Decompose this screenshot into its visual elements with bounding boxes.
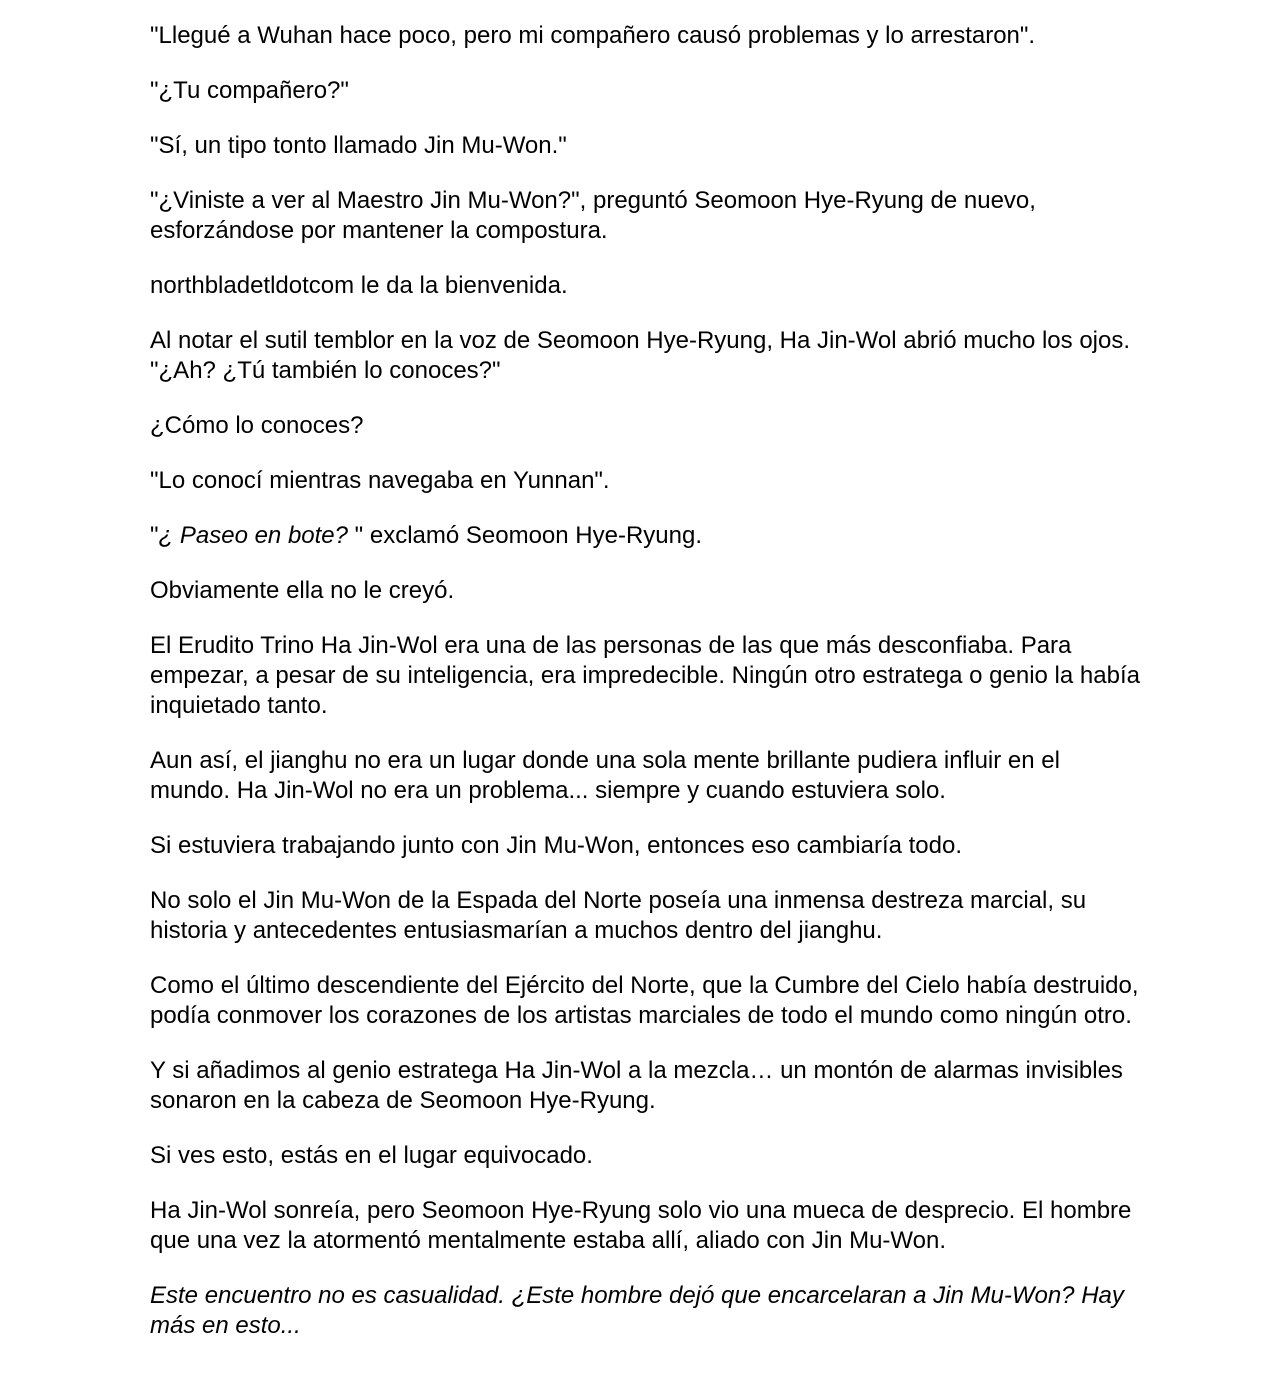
- paragraph-18: Ha Jin-Wol sonreía, pero Seomoon Hye-Ryung solo vio una mueca de desprecio. El hombre que una vez la atormentó mentalmente estaba allí, aliado con Jin Mu-Won.: [150, 1197, 1132, 1254]
- document-page: [150, 21, 1140, 1341]
- paragraph-6: Al notar el sutil temblor en la voz de Seomoon Hye-Ryung, Ha Jin-Wol abrió mucho los ojos. "¿Ah? ¿Tú también lo conoces?": [150, 327, 1131, 384]
- paragraph-10: Obviamente ella no le creyó.: [150, 577, 455, 604]
- paragraph-19: Este encuentro no es casualidad. ¿Este hombre dejó que encarcelaran a Jin Mu-Won? Hay más en esto...: [150, 1282, 1124, 1339]
- paragraph-14: No solo el Jin Mu-Won de la Espada del Norte poseía una inmensa destreza marcial, su historia y antecedentes entusiasmarían a muchos dentro del jianghu.: [150, 887, 1087, 944]
- paragraph-8: "Lo conocí mientras navegaba en Yunnan".: [150, 467, 610, 494]
- paragraph-9-open-quote: ": [150, 522, 159, 549]
- paragraph-7: ¿Cómo lo conoces?: [150, 412, 364, 439]
- paragraph-2: "¿Tu compañero?": [150, 77, 349, 104]
- paragraph-11: El Erudito Trino Ha Jin-Wol era una de las personas de las que más desconfiaba. Para empezar, a pesar de su inteligencia, era impredecible. Ningún otro estratega o genio la había inquietado tanto.: [150, 632, 1140, 719]
- paragraph-5: northbladetldotcom le da la bienvenida.: [150, 272, 568, 299]
- paragraph-17: Si ves esto, estás en el lugar equivocado.: [150, 1142, 593, 1169]
- paragraph-9-italic: ¿ Paseo en bote?: [158, 522, 348, 549]
- paragraph-12: Aun así, el jianghu no era un lugar donde una sola mente brillante pudiera influir en el mundo. Ha Jin-Wol no era un problema... siempre y cuando estuviera solo.: [150, 747, 1060, 804]
- paragraph-15: Como el último descendiente del Ejército del Norte, que la Cumbre del Cielo había destruido, podía conmover los corazones de los artistas marciales de todo el mundo como ningún otro.: [150, 972, 1139, 1029]
- paragraph-16: Y si añadimos al genio estratega Ha Jin-Wol a la mezcla… un montón de alarmas invisibles sonaron en la cabeza de Seomoon Hye-Ryung.: [150, 1057, 1123, 1114]
- paragraph-13: Si estuviera trabajando junto con Jin Mu-Won, entonces eso cambiaría todo.: [150, 832, 963, 859]
- paragraph-1: "Llegué a Wuhan hace poco, pero mi compañero causó problemas y lo arrestaron".: [150, 22, 1036, 49]
- paragraph-4: "¿Viniste a ver al Maestro Jin Mu-Won?", preguntó Seomoon Hye-Ryung de nuevo, esforzándose por mantener la compostura.: [150, 187, 1036, 244]
- paragraph-9: [150, 521, 1140, 551]
- paragraph-3: "Sí, un tipo tonto llamado Jin Mu-Won.": [150, 132, 567, 159]
- paragraph-9-rest: " exclamó Seomoon Hye-Ryung.: [348, 522, 703, 549]
